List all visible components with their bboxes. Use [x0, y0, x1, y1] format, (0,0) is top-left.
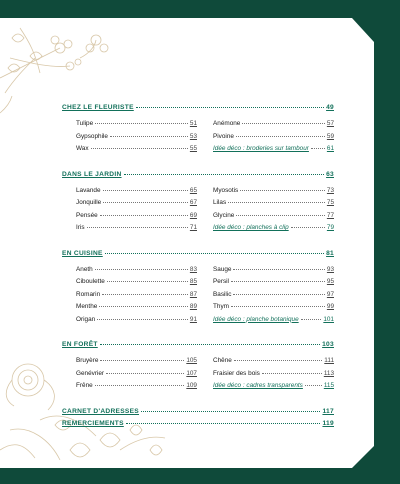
toc-entry[interactable] [213, 303, 334, 316]
entry-page: 95 [326, 278, 334, 285]
leader-dots [234, 360, 322, 361]
section-heading[interactable] [62, 171, 334, 181]
leader-dots [95, 385, 185, 386]
leader-dots [228, 202, 325, 203]
toc-column-right [213, 120, 334, 158]
entry-page: 79 [326, 224, 334, 231]
entry-page: 51 [189, 120, 197, 127]
toc-section [62, 250, 334, 329]
entry-label: Fraisier des bois [213, 369, 260, 377]
entry-label: Lilas [213, 199, 227, 206]
leader-dots [236, 215, 325, 216]
toc-entry[interactable] [213, 357, 334, 370]
section-heading[interactable] [62, 104, 334, 114]
leader-dots [141, 411, 320, 412]
entry-label: Glycine [213, 211, 235, 219]
leader-dots [231, 281, 325, 282]
leader-dots [100, 344, 320, 345]
entry-label: Ciboulette [76, 278, 105, 285]
toc-entry[interactable] [76, 303, 197, 316]
leader-dots [311, 148, 325, 149]
toc-entry[interactable] [213, 212, 334, 225]
leader-dots [100, 215, 188, 216]
toc-column-left [76, 266, 197, 329]
entry-page: 115 [323, 382, 334, 389]
section-page-number: 103 [322, 341, 334, 348]
toc-column-right [213, 357, 334, 395]
section-heading[interactable] [62, 250, 334, 260]
leader-dots [233, 294, 324, 295]
entry-label: Chêne [213, 357, 232, 364]
leader-dots [95, 123, 188, 124]
leader-dots [100, 360, 184, 361]
entry-label: Lavande [76, 186, 101, 194]
toc-entry[interactable] [76, 199, 197, 212]
toc-entry[interactable] [76, 224, 197, 237]
leader-dots [301, 319, 322, 320]
toc-entry-deco-idea[interactable] [213, 382, 334, 395]
entry-page: 111 [324, 357, 334, 364]
toc-entry[interactable] [76, 278, 197, 291]
leader-dots [97, 319, 188, 320]
entry-label: Thym [213, 303, 229, 310]
entry-page: 53 [189, 132, 197, 140]
entry-page: 105 [186, 357, 197, 364]
section-title: CARNET D'ADRESSES [62, 407, 140, 415]
toc-entry[interactable] [76, 133, 197, 146]
toc-entry[interactable] [76, 291, 197, 304]
toc-entry[interactable] [76, 187, 197, 200]
entry-label: Menthe [76, 303, 98, 310]
entry-label: Idée déco : planches à clip [213, 224, 289, 231]
entry-label: Myosotis [213, 186, 239, 194]
section-page-number: 63 [326, 170, 334, 178]
leader-dots [262, 373, 322, 374]
toc-entry-deco-idea[interactable] [213, 224, 334, 237]
entry-label: Basilic [213, 290, 232, 298]
section-page-number: 49 [326, 104, 334, 111]
entry-page: 93 [326, 265, 334, 273]
entry-label: Frêne [76, 382, 93, 389]
leader-dots [95, 269, 188, 270]
entry-page: 75 [326, 199, 334, 206]
toc-entry[interactable] [213, 120, 334, 133]
leader-dots [102, 294, 188, 295]
section-heading[interactable] [62, 341, 334, 351]
toc-entry[interactable] [76, 145, 197, 158]
entry-label: Sauge [213, 265, 232, 273]
entry-page: 61 [326, 145, 334, 152]
entry-page: 91 [189, 315, 197, 323]
leader-dots [110, 136, 188, 137]
entry-label: Anémone [213, 120, 241, 127]
toc-entry[interactable] [76, 382, 197, 395]
toc-entry[interactable] [213, 266, 334, 279]
toc-column-left [76, 120, 197, 158]
leader-dots [242, 123, 325, 124]
entry-page: 113 [323, 369, 334, 377]
entry-page: 59 [326, 132, 334, 140]
toc-entry[interactable] [213, 133, 334, 146]
toc-section [62, 341, 334, 395]
entry-label: Romarin [76, 290, 101, 298]
entry-label: Idée déco : planche botanique [213, 315, 299, 323]
section-title: DANS LE JARDIN [62, 170, 122, 178]
entry-page: 67 [189, 199, 197, 206]
toc-entry[interactable] [76, 316, 197, 329]
leader-dots [136, 107, 324, 108]
leader-dots [305, 385, 322, 386]
entry-page: 57 [326, 120, 334, 127]
entry-page: 99 [326, 303, 334, 310]
toc-entry[interactable] [213, 187, 334, 200]
section-heading[interactable] [62, 408, 334, 418]
entry-label: Gypsophile [76, 132, 108, 140]
section-title: EN CUISINE [62, 249, 103, 257]
section-title: CHEZ LE FLEURISTE [62, 104, 134, 111]
leader-dots [240, 190, 325, 191]
entry-label: Genévrier [76, 369, 105, 377]
leader-dots [236, 136, 325, 137]
section-title: EN FORÊT [62, 341, 98, 348]
leader-dots [233, 269, 324, 270]
toc-entry[interactable] [213, 199, 334, 212]
leader-dots [103, 202, 188, 203]
entry-page: 69 [189, 211, 197, 219]
entry-page: 107 [186, 369, 197, 377]
entry-label: Pivoine [213, 132, 234, 140]
entry-label: Iris [76, 224, 85, 231]
toc-entry[interactable] [76, 357, 197, 370]
toc-entry[interactable] [76, 370, 197, 383]
leader-dots [105, 253, 324, 254]
entry-label: Origan [76, 315, 96, 323]
leader-dots [231, 306, 325, 307]
entry-label: Wax [76, 145, 89, 152]
entry-label: Aneth [76, 265, 93, 273]
leader-dots [91, 148, 188, 149]
leader-dots [103, 190, 188, 191]
leader-dots [99, 306, 188, 307]
toc-entry[interactable] [76, 120, 197, 133]
entry-page: 85 [189, 278, 197, 285]
entry-label: Tulipe [76, 120, 94, 127]
toc-entry-deco-idea[interactable] [213, 316, 334, 329]
entry-label: Bruyère [76, 357, 99, 364]
entry-page: 77 [326, 211, 334, 219]
toc-column-right [213, 266, 334, 329]
toc-entry-deco-idea[interactable] [213, 145, 334, 158]
toc-column-left [76, 187, 197, 237]
leader-dots [124, 174, 325, 175]
toc-entry[interactable] [213, 370, 334, 383]
section-title: REMERCIEMENTS [62, 419, 124, 427]
entry-label: Jonquille [76, 199, 102, 206]
leader-dots [126, 423, 321, 424]
toc-entry[interactable] [213, 278, 334, 291]
toc-section [62, 104, 334, 158]
section-heading[interactable] [62, 420, 334, 430]
leader-dots [106, 373, 184, 374]
toc-column-left [76, 357, 197, 395]
entry-page: 55 [189, 145, 197, 152]
toc-entry[interactable] [213, 291, 334, 304]
section-page-number: 119 [322, 419, 334, 427]
entry-page: 73 [326, 186, 334, 194]
entry-page: 71 [189, 224, 197, 231]
toc-extras [62, 408, 334, 430]
section-page-number: 81 [326, 249, 334, 257]
entry-label: Pensée [76, 211, 98, 219]
entry-label: Persil [213, 278, 229, 285]
leader-dots [87, 227, 188, 228]
toc-column-right [213, 187, 334, 237]
entry-page: 89 [189, 303, 197, 310]
table-of-contents [62, 104, 334, 432]
entry-page: 87 [189, 290, 197, 298]
entry-label: Idée déco : cadres transparents [213, 382, 303, 389]
entry-label: Idée déco : broderies sur tambour [213, 145, 309, 152]
entry-page: 65 [189, 186, 197, 194]
leader-dots [291, 227, 325, 228]
leader-dots [107, 281, 188, 282]
section-page-number: 117 [322, 407, 334, 415]
entry-page: 97 [326, 290, 334, 298]
toc-entry[interactable] [76, 266, 197, 279]
entry-page: 109 [186, 382, 197, 389]
entry-page: 101 [323, 315, 334, 323]
toc-entry[interactable] [76, 212, 197, 225]
toc-section [62, 171, 334, 237]
entry-page: 83 [189, 265, 197, 273]
